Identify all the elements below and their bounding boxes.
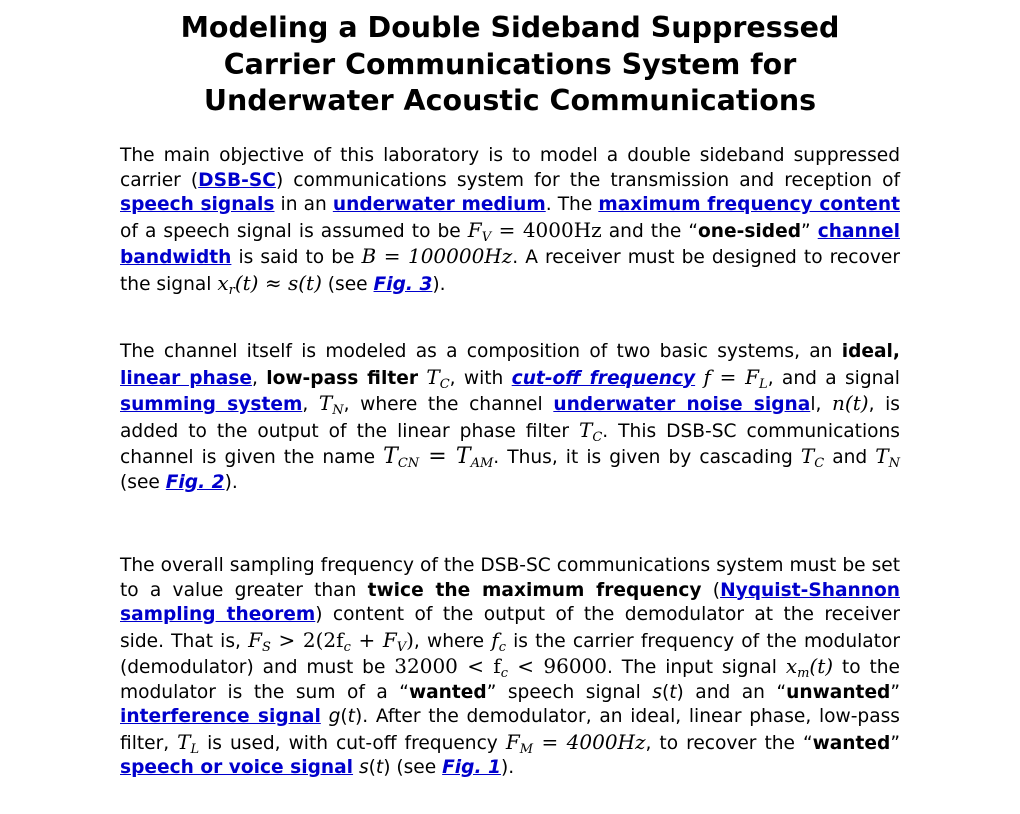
link-maximum-frequency-content[interactable]: maximum frequency content	[598, 194, 900, 215]
text: , where the channel	[343, 394, 554, 415]
sampling-paragraph: The overall sampling frequency of the DSB-SC communications system must be set to a value greater than twice the maximum frequency (Nyquist-Shannon sampling theorem) content of the output of the demodulator at the receiver side. That is, $F_S > 2(2f_c + F_V)$, where $f_c$ is the carrier frequency of the modulator (demodulator) and must be $32000 < f_c < 96000$. The input signal $x_m(t)$ to the modulator is the sum of a “wanted” speech signal s(t) and an “unwanted” interference signal g(t). After the demodulator, an ideal, linear phase, low-pass filter, $T_L$ is used, with cut-off frequency $F_M = 4000Hz$, to recover the “wanted” speech or voice signal s(t) (see Fig. 1).	[120, 555, 901, 778]
text: . This DSB-SC communications channel is given the name	[120, 420, 900, 468]
title-line-1: Modeling a Double Sideband Suppressed	[180, 11, 840, 44]
text: The channel itself is modeled as a composition of two basic systems, an	[120, 341, 842, 362]
math-tl: $T_L$	[177, 729, 200, 757]
link-fig-1[interactable]: Fig. 1	[442, 757, 501, 778]
text: The overall sampling frequency of the DSB-SC communications system must be set to a value greater than	[120, 555, 900, 601]
text: and the “	[601, 220, 699, 242]
link-speech-or-voice-signal[interactable]: speech or voice signal	[120, 757, 354, 778]
bold-wanted: wanted	[408, 681, 487, 703]
text: ).	[432, 273, 446, 295]
link-interference-signal[interactable]: interference signal	[120, 706, 321, 727]
bold-one-sided: one-sided	[698, 220, 802, 242]
math-xm: $x_m(t)$	[785, 654, 834, 681]
text: (see	[120, 471, 166, 493]
text: . A receiver must be designed to recover the signal	[120, 247, 900, 295]
text: ,	[251, 367, 267, 389]
title-line-3: Underwater Acoustic Communications	[203, 84, 817, 117]
link-channel-bandwidth[interactable]: channel bandwidth	[120, 220, 900, 268]
text: ). After the demodulator, an ideal, linear phase, low-pass filter,	[120, 706, 900, 754]
math-fc-range: $32000 < f_c < 96000$	[394, 654, 607, 681]
math-tn: $T_N$	[318, 391, 344, 418]
text: ) content of the output of the demodulator at the receiver side. That is,	[120, 604, 900, 652]
math-tcn-equals-tam: $T_{CN} = T_{AM}$	[383, 444, 494, 471]
text: , with	[449, 367, 512, 389]
text: ).	[224, 471, 238, 493]
math-tc: $T_C$	[426, 364, 450, 392]
text: to the modulator is the sum of a “	[120, 657, 900, 703]
text: , where	[413, 630, 492, 652]
bold-low-pass-filter: low-pass filter	[266, 367, 418, 389]
text: is said to be	[231, 247, 362, 268]
math-fv: $F_V = 4000Hz$	[467, 217, 602, 245]
bold-twice-max-frequency: twice the maximum frequency	[367, 579, 702, 601]
text: , and a signal	[767, 367, 900, 389]
bold-unwanted: unwanted	[786, 681, 891, 703]
bold-wanted: wanted	[812, 732, 891, 754]
link-dsb-sc[interactable]: DSB-SC	[198, 169, 276, 191]
text: . The	[545, 194, 599, 215]
math-fm: $F_M = 4000Hz$	[505, 729, 646, 757]
link-fig-2[interactable]: Fig. 2	[165, 471, 225, 493]
link-underwater-noise-signal[interactable]: underwater noise signa	[553, 394, 811, 415]
text: , to recover the “	[645, 732, 813, 754]
page-title	[120, 10, 900, 120]
math-tc: $T_C$	[800, 444, 825, 471]
link-fig-3[interactable]: Fig. 3	[373, 273, 433, 295]
link-cut-off-frequency[interactable]: cut-off frequency	[511, 367, 696, 389]
math-nt: n(t)	[832, 391, 869, 415]
link-nyquist-shannon[interactable]: Nyquist-Shannon sampling theorem	[120, 579, 900, 625]
text: is the carrier frequency of the modulator (demodulator) and must be	[120, 630, 900, 678]
text: ”	[801, 220, 818, 242]
math-fc: $f_c$	[491, 627, 506, 655]
link-linear-phase[interactable]: linear phase	[120, 367, 252, 389]
text: in an	[274, 194, 333, 215]
text: of a speech signal is assumed to be	[120, 220, 468, 242]
math-xr-approx-s: $x_r(t) \approx s(t)$	[217, 270, 322, 298]
text: The main objective of this laboratory is to model a double sideband suppressed carrier (	[120, 145, 900, 191]
text: (see	[321, 273, 374, 295]
title-line-2: Carrier Communications System for	[223, 47, 797, 81]
math-tc: $T_C$	[578, 417, 603, 445]
math-f-equals-fl: $f = F_L$	[703, 364, 768, 392]
math-bandwidth: B = 100000Hz	[361, 244, 513, 268]
objective-paragraph	[120, 144, 900, 297]
math-fs-inequality: $F_S > 2(2f_c + F_V)$	[248, 627, 414, 655]
text: . Thus, it is given by cascading	[493, 447, 801, 468]
link-speech-signals[interactable]: speech signals	[120, 194, 275, 215]
math-tn: $T_N$	[875, 444, 900, 471]
text: and	[824, 447, 876, 468]
text: ) communications system for the transmission and reception of	[275, 169, 901, 191]
text: is used, with cut-off frequency	[199, 732, 506, 754]
channel-paragraph: The channel itself is modeled as a composition of two basic systems, an ideal, linear phase, low-pass filter $T_C$, with cut-off frequency $f = F_L$, and a signal summing system, $T_N$, where the channel underwater noise signal, n(t), is added to the output of the linear phase filter $T_C$. This DSB-SC communications channel is given the name $T_{CN} = T_{AM}$. Thus, it is given by cascading $T_C$ and $T_N$ (see Fig. 2).	[120, 341, 900, 493]
text: , is added to the output of the linear phase filter	[120, 394, 900, 442]
text: . The input signal	[607, 657, 786, 678]
text: l,	[810, 394, 833, 415]
link-summing-system[interactable]: summing system	[120, 394, 303, 415]
bold-ideal: ideal,	[841, 341, 900, 362]
link-underwater-medium[interactable]: underwater medium	[332, 194, 546, 215]
